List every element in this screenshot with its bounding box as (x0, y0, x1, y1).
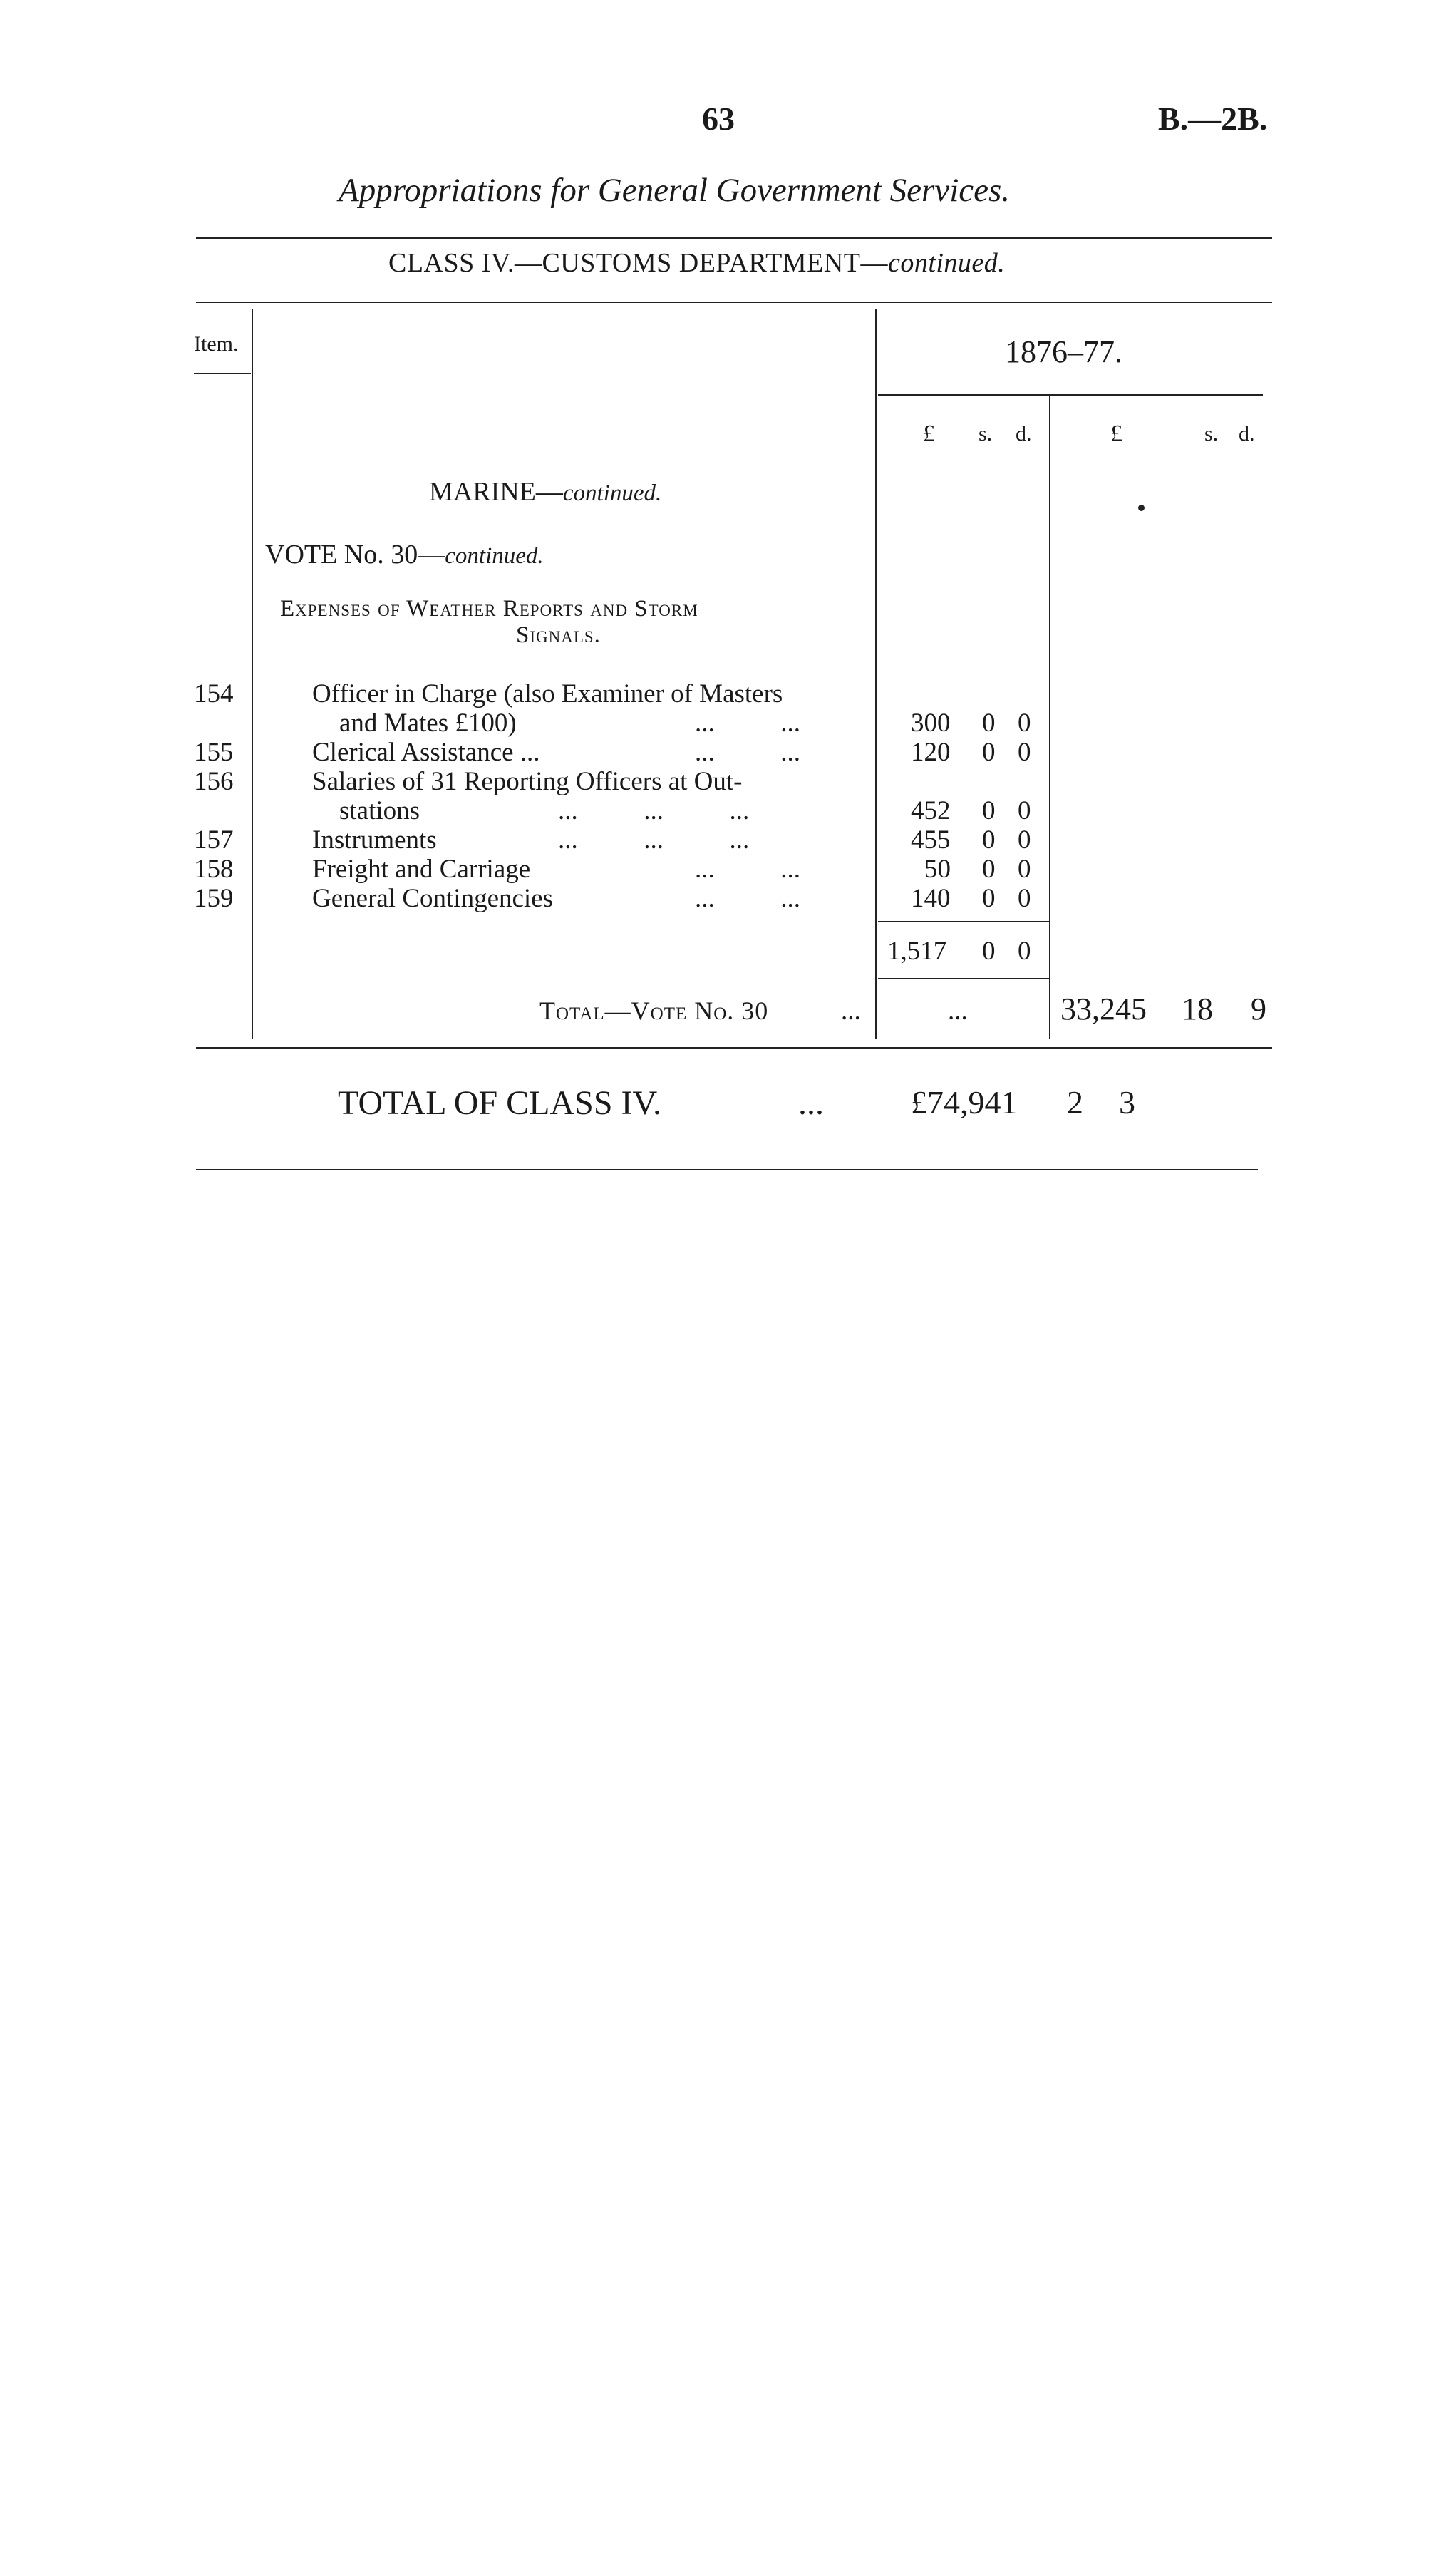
class-heading-suffix: continued. (887, 248, 1006, 278)
subheading-line1: Expenses of Weather Reports and Storm (280, 596, 698, 622)
row-156-leaders: ... ... ... (558, 796, 750, 825)
subheading-line2: Signals. (516, 622, 601, 648)
row-156-pence: 0 (1018, 796, 1031, 825)
row-157-description: Instruments (312, 825, 437, 855)
row-156-shillings: 0 (982, 796, 996, 825)
row-155-description: Clerical Assistance ... (312, 738, 540, 767)
subtotal-pence: 0 (1018, 937, 1031, 966)
subtotal-shillings: 0 (982, 937, 996, 966)
class-heading (388, 247, 1005, 279)
row-159-description: General Contingencies (312, 884, 554, 913)
col2-shillings-unit: s. (1204, 422, 1219, 445)
row-155-pence: 0 (1018, 738, 1031, 767)
row-157-pounds: 455 (911, 825, 951, 855)
item-number-158: 158 (194, 855, 234, 884)
section-title (429, 476, 661, 508)
closing-rule (196, 1169, 1258, 1170)
vote-total-pence: 9 (1251, 991, 1266, 1026)
col2-pence-unit: d. (1239, 422, 1255, 445)
running-title: Appropriations for General Government Services. (339, 172, 1011, 209)
item-number-157: 157 (194, 825, 234, 855)
item-number-159: 159 (194, 884, 234, 913)
item-header-underline (194, 373, 251, 374)
row-158-pounds: 50 (924, 855, 951, 884)
section-title-suffix: continued. (562, 480, 662, 506)
amount-column-divider-mid (1049, 394, 1050, 1039)
row-158-leaders: ... ... (695, 855, 800, 884)
col2-pounds-unit: £ (1110, 421, 1122, 447)
vote-title-suffix: continued. (445, 543, 544, 569)
item-number-155: 155 (194, 738, 234, 767)
row-155-leaders: ... ... (695, 738, 800, 767)
class-total-leader: ... (798, 1084, 824, 1122)
page-number: 63 (702, 101, 735, 137)
row-159-shillings: 0 (982, 884, 996, 913)
table-top-rule (196, 302, 1272, 303)
row-159-pounds: 140 (911, 884, 951, 913)
class-total-shillings: 2 (1067, 1084, 1083, 1120)
row-157-leaders: ... ... ... (558, 825, 750, 855)
class-total-pounds: £74,941 (911, 1084, 1018, 1120)
row-154-leaders: ... ... (695, 709, 800, 738)
row-156-pounds: 452 (911, 796, 951, 825)
vote-total-label: Total—Vote No. 30 (539, 996, 769, 1025)
print-mark-dot (1138, 505, 1145, 511)
row-157-pence: 0 (1018, 825, 1031, 855)
class-total-label: TOTAL OF CLASS IV. (338, 1084, 662, 1122)
vote-total-pounds: 33,245 (1060, 991, 1147, 1026)
top-rule (196, 237, 1272, 239)
row-156-description-cont: stations (339, 796, 420, 825)
row-156-description: Salaries of 31 Reporting Officers at Out- (312, 767, 743, 796)
document-reference: B.—2B. (1158, 101, 1268, 137)
year-column-header: 1876–77. (1005, 334, 1122, 369)
row-154-description: Officer in Charge (also Examiner of Masters (312, 679, 783, 709)
vote-total-leader: ... (841, 996, 861, 1026)
item-number-154: 154 (194, 679, 234, 709)
row-157-shillings: 0 (982, 825, 996, 855)
item-number-156: 156 (194, 767, 234, 796)
class-total-pence: 3 (1119, 1084, 1135, 1120)
item-column-divider (252, 309, 253, 1039)
row-158-shillings: 0 (982, 855, 996, 884)
row-154-pounds: 300 (911, 709, 951, 738)
row-154-description-cont: and Mates £100) (339, 709, 517, 738)
row-155-pounds: 120 (911, 738, 951, 767)
row-155-shillings: 0 (982, 738, 996, 767)
col1-pence-unit: d. (1016, 422, 1032, 445)
vote-total-col1-leader: ... (948, 996, 968, 1026)
subtotal-bottom-rule (878, 978, 1049, 979)
table-bottom-rule (196, 1047, 1272, 1049)
vote-title (265, 539, 544, 570)
col1-shillings-unit: s. (979, 422, 993, 445)
vote-title-main: VOTE No. 30— (265, 540, 445, 570)
amount-column-divider-left (875, 309, 877, 1039)
subtotal-top-rule (878, 921, 1049, 922)
section-title-main: MARINE— (429, 477, 563, 507)
row-159-pence: 0 (1018, 884, 1031, 913)
subtotal-pounds: 1,517 (887, 937, 947, 966)
vote-total-shillings: 18 (1182, 991, 1213, 1026)
col1-pounds-unit: £ (923, 421, 935, 447)
row-154-pence: 0 (1018, 709, 1031, 738)
year-header-underline (878, 394, 1263, 396)
item-column-header: Item. (194, 332, 239, 356)
row-158-description: Freight and Carriage (312, 855, 531, 884)
row-158-pence: 0 (1018, 855, 1031, 884)
class-heading-main: CLASS IV.—CUSTOMS DEPARTMENT— (388, 248, 888, 278)
row-159-leaders: ... ... (695, 884, 800, 913)
row-154-shillings: 0 (982, 709, 996, 738)
